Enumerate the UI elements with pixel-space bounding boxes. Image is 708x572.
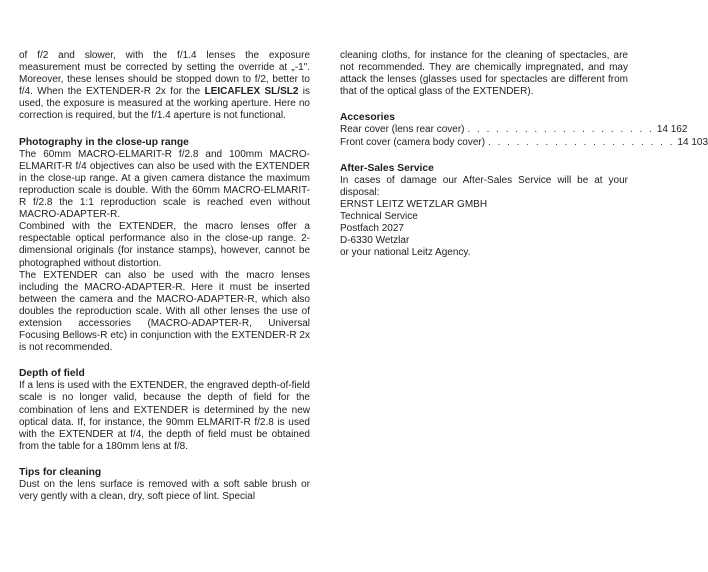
cleaning-paragraph: Dust on the lens surface is removed with a soft sable brush or very gently with a clean, dry, soft piece of lint. Special [19, 479, 310, 503]
accessory-label: Front cover (camera body cover) [340, 136, 486, 148]
address-line: Technical Service [340, 211, 418, 223]
depth-heading: Depth of field [19, 368, 85, 380]
intro-paragraph [19, 50, 310, 123]
accessory-label: Rear cover (lens rear cover) [340, 124, 465, 136]
accessory-leader-dots: . . . . . . . . . . . . . . . . . . . . [467, 124, 654, 136]
right-column [340, 50, 708, 259]
closeup-paragraph-3: The EXTENDER can also be used with the macro lenses including the MACRO-ADAPTER-R. Here it must be inserted between the camera and the MACRO-ADAPTER-R, which also doubles the reproduction scale. With all other lenses the use of extension accessories (MACRO-ADAPTER-R, Universal Focusing Bellows-R etc) in conjunction with the EXTENDER-R 2x is not recommended. [19, 269, 310, 354]
depth-paragraph: If a lens is used with the EXTENDER, the engraved depth-of-field scale is no longer valid, because the depth of field for the combination of lens and EXTENDER is determined by the new optical data. If, for instance, the 90mm ELMARIT-R f/2.8 is used with the EXTENDER at f/4, the depth of field must be obtained from the table for a 180mm lens at f/8. [19, 380, 310, 452]
cleaning-continued-paragraph: cleaning cloths, for instance for the cleaning of spectacles, are not recommended. They are chemically impregnated, and may attack the lenses (glasses used for spectacles are different from that of the optical glass of the EXTENDER). [340, 50, 628, 98]
closeup-heading: Photography in the close-up range [19, 136, 189, 148]
intro-text-a: of f/2 and slower, with the f/1.4 lenses the exposure measurement must be corrected by setting the override at „-1". Moreover, these lenses should be stopped down to f/2, better to f/4. When the EXTENDER-R 2x for the [19, 50, 310, 98]
service-intro: In cases of damage our After-Sales Service will be at your disposal: [340, 174, 628, 198]
address-line: D-6330 Wetzlar [340, 235, 410, 247]
left-column [19, 50, 310, 503]
accessory-number: 14 162 [656, 124, 688, 136]
service-address [340, 199, 628, 259]
accessory-number: 14 103 [677, 136, 708, 148]
intro-text-b: is used, the exposure is measured at the working aperture. Here no correction is required, but the f/1.4 aperture is not functional. [19, 86, 311, 122]
service-heading: After-Sales Service [340, 162, 434, 174]
cleaning-heading: Tips for cleaning [19, 466, 102, 478]
address-line: ERNST LEITZ WETZLAR GMBH [340, 198, 488, 210]
accessory-leader-dots: . . . . . . . . . . . . . . . . . . . . [488, 136, 675, 148]
closeup-paragraph-2: Combined with the EXTENDER, the macro lenses offer a respectable optical performance also in the close-up range. 2-dimensional originals (for instance stamps), however, cannot be photographed without distortion. [19, 221, 310, 269]
closeup-paragraph-1: The 60mm MACRO-ELMARIT-R f/2.8 and 100mm MACRO-ELMARIT-R f/4 objectives can also be used with the EXTENDER in the close-up range. At a given camera distance the maximum reproduction scale is double. With the 60mm MACRO-ELMARIT-R f/2.8 the 1:1 reproduction scale is reached even without MACRO-ADAPTER-R. [19, 148, 310, 221]
accessory-row [340, 124, 688, 136]
intro-brand: LEICAFLEX SL/SL2 [204, 86, 299, 98]
address-line: or your national Leitz Agency. [340, 247, 471, 259]
address-line: Postfach 2027 [340, 223, 404, 235]
accessory-row [340, 136, 708, 149]
accessories-heading: Accesories [340, 112, 395, 124]
